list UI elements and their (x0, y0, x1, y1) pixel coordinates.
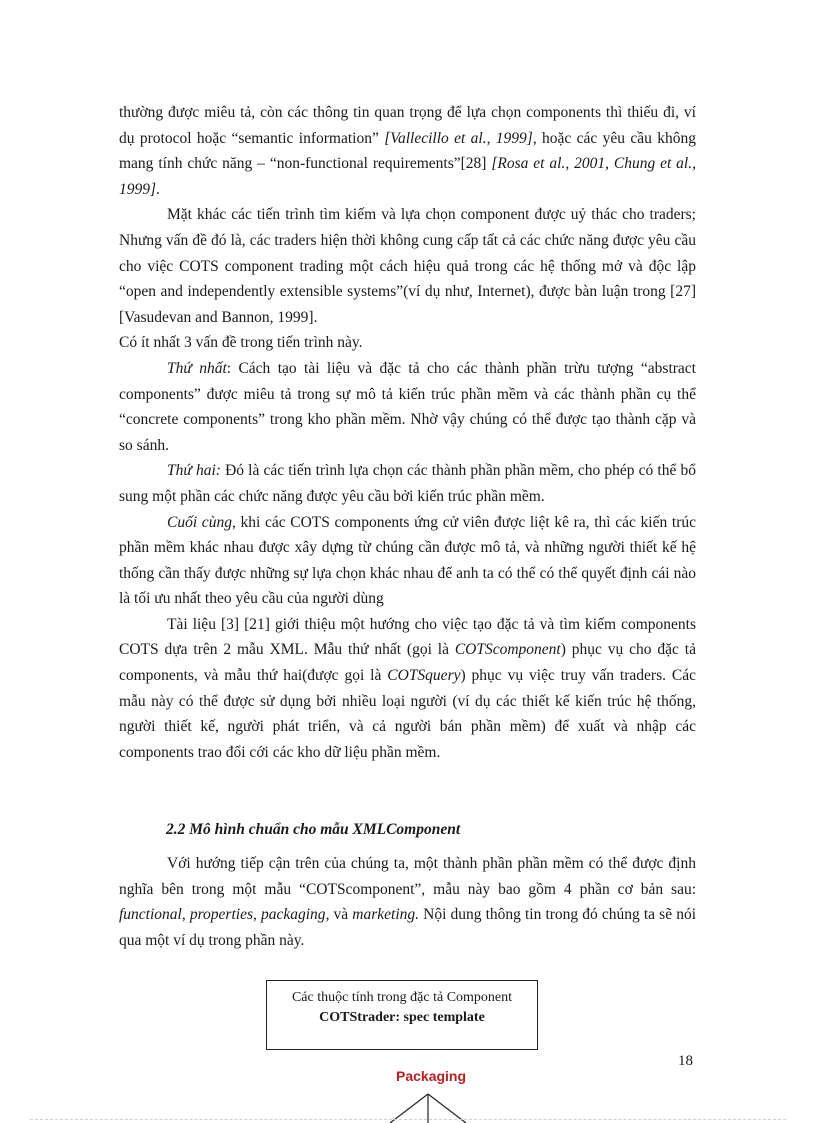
text-run: Tài liệu [3] [21] giới thiệu một hướng cho việc tạo đặc tả và tìm kiếm components COTS dựa trên 2 mẫu XML. Mẫu thứ nhất (gọi là (119, 615, 696, 659)
paragraph-1 (119, 100, 696, 202)
italic-run: packaging (260, 906, 326, 924)
italic-run: COTSquery (387, 667, 461, 685)
italic-run: [Vallecillo et al., 1999] (384, 129, 533, 147)
page-bottom-rule (30, 1119, 786, 1120)
section-heading: 2.2 Mô hình chuẩn cho mẫu XMLComponent (166, 821, 461, 838)
paragraph-6 (119, 510, 696, 612)
italic-run: Cuối cùng (167, 513, 232, 531)
italic-run: functional (119, 906, 182, 924)
diagram-box-subtitle: COTStrader: spec template (319, 1010, 485, 1025)
text-run: , (181, 906, 190, 924)
diagram-child-label: Packaging (396, 1068, 467, 1084)
italic-run: [Rosa et al., 2001, Chung et al., 1999] (119, 155, 696, 198)
text-run: ) phục vụ cho đặc tả components, và mẫu thứ hai(được gọi là (119, 641, 696, 685)
paragraph-3 (119, 330, 696, 356)
text-run: , hoặc các yêu cầu không mang tính chức năng – “non-functional requirements”[28] (119, 129, 696, 173)
italic-run: Thứ hai: (167, 462, 221, 480)
text-run: : Cách tạo tài liệu và đặc tả cho các thành phần trừu tượng “abstract components” được miêu tả trong sự mô tả kiến trúc phần mềm và các thành phần cụ thể “concrete components” trong kho phần mềm. Nhờ vậy chúng có thể được tạo thành cặp và so sánh. (119, 359, 696, 454)
italic-run: marketing. (352, 906, 420, 924)
page-number: 18 (678, 1053, 693, 1069)
text-run: Với hướng tiếp cận trên của chúng ta, một thành phần phần mềm có thể được định nghĩa bên trong một mẫu “COTScomponent”, mẫu này bao gồm 4 phần cơ bản sau: (119, 855, 696, 898)
text-run: Đó là các tiến trình lựa chọn các thành phần phần mềm, cho phép có thể bổ sung một phần các chức năng được yêu cầu bởi kiến trúc phần mềm. (119, 462, 697, 505)
diagram-box-title: Các thuộc tính trong đặc tả Component (291, 990, 513, 1005)
text-run: Có ít nhất 3 vấn đề trong tiến trình này. (119, 334, 363, 352)
text-run: ) phục vụ việc truy vấn traders. Các mẫu này có thể được sử dụng bởi nhiều loại người (ví dụ các thiết kế kiến trúc hệ thống, người thiết kế, người phát triển, và cả người bán phần mềm) để xuất và nhập các components trao đổi cới các kho dữ liệu phần mềm. (119, 667, 696, 761)
paragraph-4 (119, 356, 696, 458)
italic-run: properties (189, 906, 253, 924)
text-run: , khi các COTS components ứng cử viên được liệt kê ra, thì các kiến trúc phần mềm khác nhau được xây dựng từ chúng cần được mô tả, và những người thiết kế hệ thống cần thấy được những sự lựa chọn khác nhau để anh ta có thể có thể quyết định cái nào là tối ưu nhất theo yêu cầu của người dùng (119, 513, 696, 608)
text-run: thường được miêu tả, còn các thông tin quan trọng để lựa chọn components thì thiếu đi, ví dụ protocol hoặc “semantic information” (119, 104, 696, 147)
section-paragraph (119, 851, 696, 953)
italic-run: Thứ nhất (167, 359, 227, 377)
text-run: Nội dung thông tin trong đó chúng ta sẽ nói qua một ví dụ trong phần này. (119, 906, 696, 949)
italic-run: COTScomponent (454, 641, 561, 659)
text-run: , (253, 906, 261, 924)
diagram-root-box (266, 980, 538, 1050)
text-run: . (156, 180, 160, 198)
paragraph-5 (119, 458, 696, 509)
paragraph-7 (119, 612, 696, 766)
paragraph-2 (119, 202, 696, 330)
text-run: Mặt khác các tiến trình tìm kiếm và lựa chọn component được uỷ thác cho traders; Nhưng vấn đề đó là, các traders hiện thời không cung cấp tất cả các chức năng được yêu cầu cho việc COTS component trading một cách hiệu quả trong các hệ thống mở và độc lập “open and independently extensible systems”(ví dụ như, Internet), được bàn luận trong [27] [Vasudevan and Bannon, 1999]. (119, 206, 696, 326)
body-text (119, 100, 696, 765)
text-run: , và (325, 906, 353, 924)
section-body (119, 851, 696, 953)
